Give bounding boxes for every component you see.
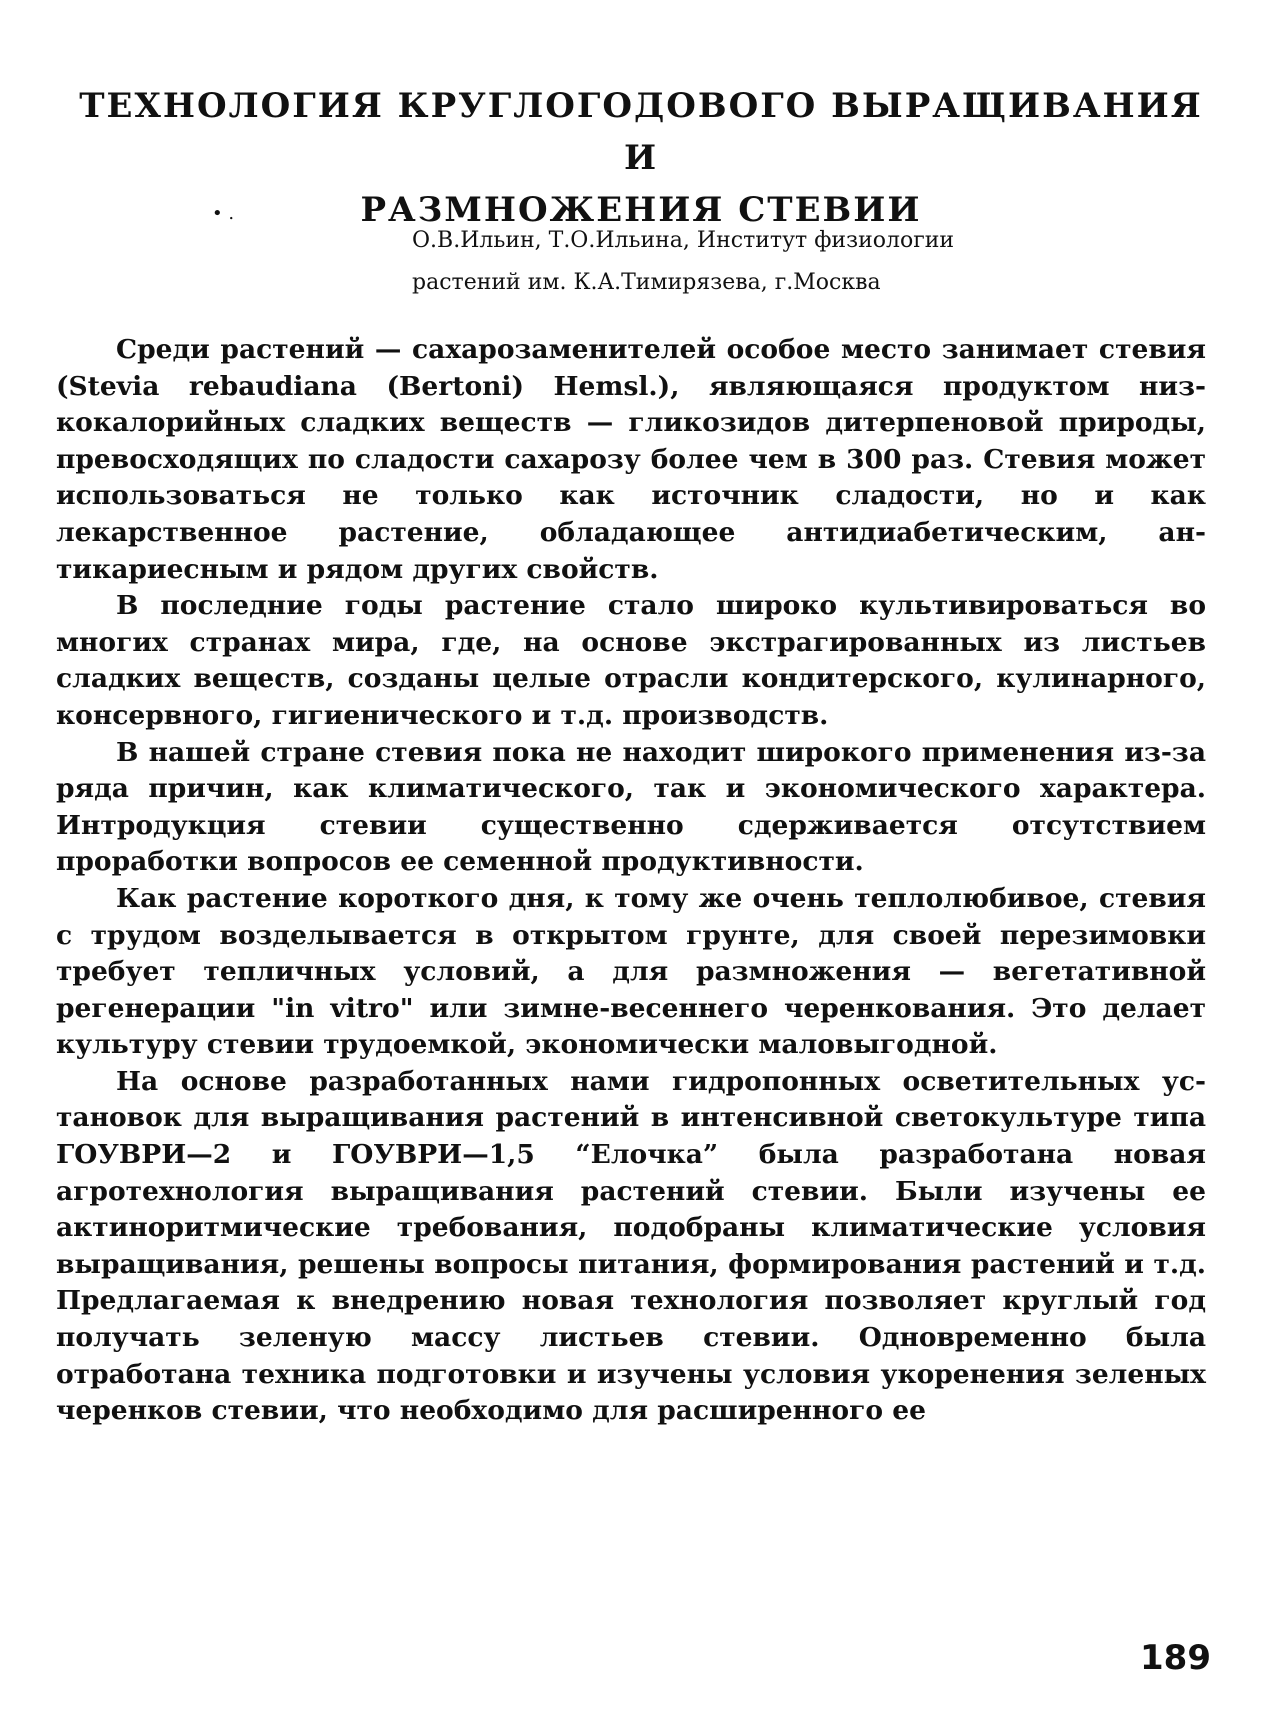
paragraph-5: На основе разработанных нами гидропонных осветительных установок для выращивания растений в интенсивной светокультуре типа ГОУВРИ—2 и ГОУВРИ—1,5 “Елочка” была разработана новая агротехнология выращивания растений стевии. Были изучены ее актиноритмические требования, подобраны климатические условия выращивания, решены вопросы питания, формирования растений и т.д. Предлагаемая к внедрению новая технология позволяет круглый год получать зеленую массу листьев стевии. Одновременно была отработана техника подготовки и изучены условия укоренения зеленых черенков стевии, что необходимо для расширенного ее (56, 1065, 1206, 1427)
paragraph-4: Как растение короткого дня, к тому же очень теплолюбивое, стевия с трудом возделывается в открытом грунте, для своей перезимовки требует тепличных условий, а для размножения — вегетативной регенерации "in vitro" или зимне-весеннего черенкования. Это делает культуру стевии трудоемкой, экономически маловыгодной. (56, 882, 1206, 1061)
authors-line-2: растений им. К.А.Тимирязева, г.Москва (412, 270, 881, 295)
article-title (70, 80, 1212, 236)
paragraph-3: В нашей стране стевия пока не находит широкого применения из-за ряда причин, как климатического, так и экономического характера. Интродукция стевии существенно сдерживается отсутствием проработки вопросов ее семенной продуктивности. (56, 736, 1206, 878)
page-number: 189 (1140, 1638, 1211, 1678)
authors-affiliation (412, 220, 1172, 304)
authors-line-1: О.В.Ильин, Т.О.Ильина, Институт физиологии (412, 228, 955, 253)
paragraph-1: Среди растений — сахарозаменителей особое место занимает стевия (Stevia rebaudiana (Bertoni) Hemsl.), являющаяся продуктом низкокалорийных сладких веществ — гликозидов дитерпеновой природы, превосходящих по сладости сахарозу более чем в 300 раз. Стевия может использоваться не только как источник сладости, но и как лекарственное растение, обладающее антидиабетическим, антикариесным и рядом других свойств. (56, 334, 1206, 585)
article-title-line-2: РАЗМНОЖЕНИЯ СТЕВИИ (360, 190, 922, 230)
article-body (56, 332, 1206, 1430)
paragraph-2: В последние годы растение стало широко культивироваться во многих странах мира, где, на основе экстрагированных из листьев сладких веществ, созданы целые отрасли кондитерского, кулинарного, консервного, гигиенического и т.д. производств. (56, 590, 1206, 731)
ink-speck: • . (212, 203, 235, 224)
article-title-line-1: ТЕХНОЛОГИЯ КРУГЛОГОДОВОГО ВЫРАЩИВАНИЯ И (79, 86, 1203, 178)
